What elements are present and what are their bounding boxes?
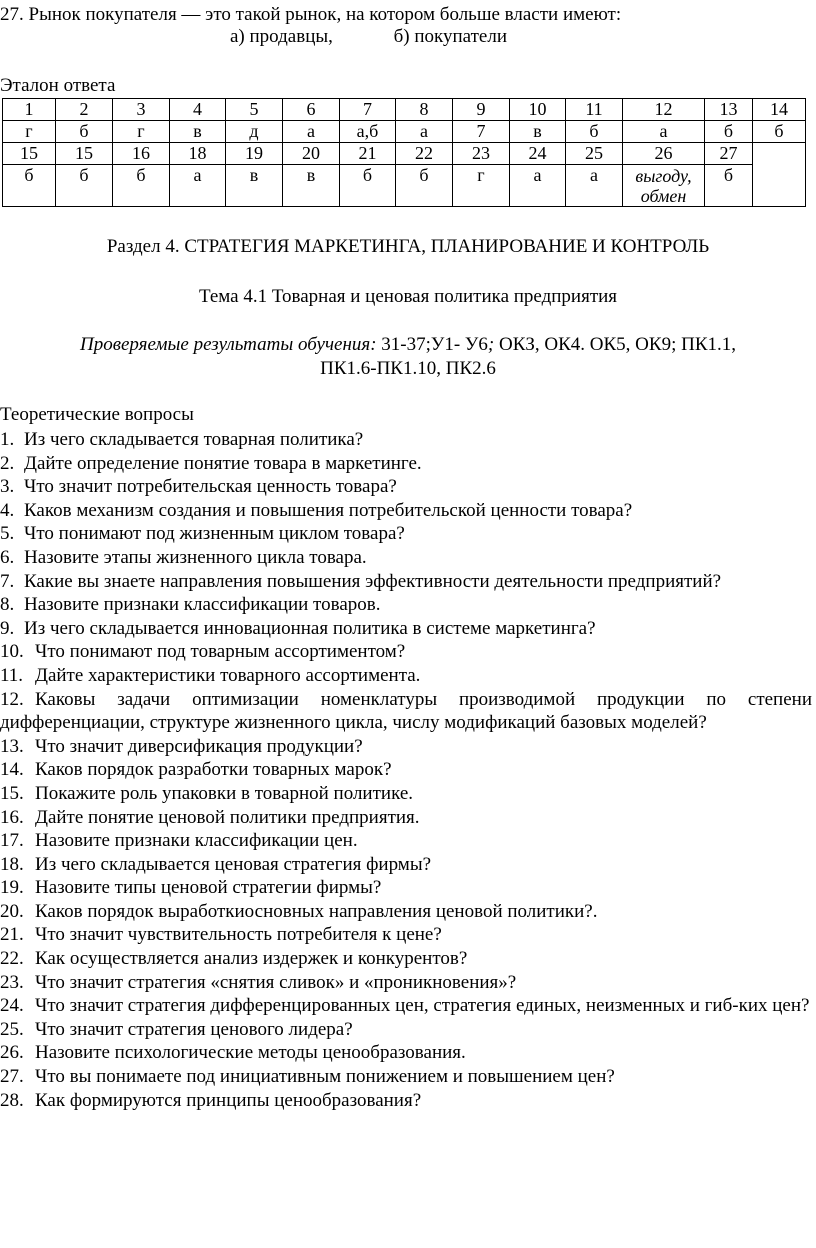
question-number: 27.: [0, 1066, 24, 1088]
table-cell: г: [453, 165, 510, 207]
table-cell: 19: [226, 143, 283, 165]
question-number: 12.: [0, 688, 24, 710]
table-cell: 7: [340, 99, 396, 121]
question-number: 9.: [0, 617, 15, 639]
table-cell: б: [56, 165, 113, 207]
table-cell: в: [226, 165, 283, 207]
table-cell: 8: [396, 99, 453, 121]
question-item: [0, 475, 812, 499]
question-number: 3.: [0, 476, 15, 498]
question-item: [0, 570, 812, 594]
question-number: 23.: [0, 971, 24, 993]
question-text: Как формируются принципы ценообразования?: [35, 1089, 422, 1111]
table-cell: г: [3, 121, 56, 143]
question-text: Что понимают под жизненным циклом товара?: [24, 523, 405, 545]
question-text: Что значит диверсификация продукции?: [35, 735, 363, 757]
question-text: Каковы задачи оптимизации номенклатуры производимой продукции по степени дифференциации, структуре жизненного цикла, числу модификаций базовых моделей?: [0, 688, 812, 734]
question-item: [0, 782, 812, 806]
table-cell: а: [396, 121, 453, 143]
question-number: 4.: [0, 499, 15, 521]
table-cell: 9: [453, 99, 510, 121]
learning-results-semicolon: ;: [487, 334, 495, 355]
question-item: [0, 923, 812, 947]
table-cell: б: [113, 165, 170, 207]
question-item: [0, 853, 812, 877]
table-cell: 12: [623, 99, 705, 121]
question-number: 16.: [0, 806, 24, 828]
table-cell: б: [705, 121, 753, 143]
question-text: Что значит стратегия дифференцированных цен, стратегия единых, неизменных и гиб-ких цен?: [35, 995, 810, 1017]
table-cell: д: [226, 121, 283, 143]
question-item: [0, 971, 812, 995]
question-item: [0, 994, 812, 1018]
table-cell: 18: [170, 143, 226, 165]
question-number: 6.: [0, 546, 15, 568]
question-item: [0, 1041, 812, 1065]
question-item: [0, 876, 812, 900]
table-cell: 15: [3, 143, 56, 165]
question-number: 28.: [0, 1089, 24, 1111]
question-number: 14.: [0, 759, 24, 781]
table-cell: 20: [283, 143, 340, 165]
table-cell: в: [510, 121, 566, 143]
question-text: Назовите признаки классификации товаров.: [24, 594, 381, 616]
learning-results-line-1: [0, 334, 816, 356]
table-cell: выгоду, обмен: [623, 165, 705, 207]
table-cell: б: [566, 121, 623, 143]
answer-key-title: Эталон ответа: [0, 75, 116, 96]
question-text: Какие вы знаете направления повышения эффективности деятельности предприятий?: [24, 570, 722, 592]
question-number: 21.: [0, 924, 24, 946]
question-item: [0, 806, 812, 830]
table-cell: б: [705, 165, 753, 207]
question-text: Каков порядок разработки товарных марок?: [35, 759, 392, 781]
question-item: [0, 617, 812, 641]
question-item: [0, 499, 812, 523]
question-number: 8.: [0, 594, 15, 616]
learning-results-codes-rest: ОКЗ, ОК4. ОК5, ОК9; ПК1.1,: [494, 334, 736, 355]
question-item: [0, 522, 812, 546]
table-cell: б: [56, 121, 113, 143]
question-number: 18.: [0, 853, 24, 875]
table-row-numbers-1: [3, 99, 806, 121]
question-text: Дайте понятие ценовой политики предприятия.: [35, 806, 420, 828]
table-cell: в: [170, 121, 226, 143]
table-cell: 26: [623, 143, 705, 165]
question-text: Из чего складывается товарная политика?: [24, 429, 364, 450]
answer-key-table: [2, 98, 806, 207]
question-number: 20.: [0, 900, 24, 922]
option-a: а) продавцы,: [230, 26, 333, 47]
table-cell: а,б: [340, 121, 396, 143]
table-cell: 23: [453, 143, 510, 165]
question-text: Из чего складывается ценовая стратегия фирмы?: [35, 853, 432, 875]
table-cell: а: [566, 165, 623, 207]
question-text: Из чего складывается инновационная политика в системе маркетинга?: [24, 617, 596, 639]
question-text: Назовите психологические методы ценообразования.: [35, 1042, 466, 1064]
table-cell: 16: [113, 143, 170, 165]
learning-results-label: Проверяемые результаты обучения:: [79, 334, 377, 355]
table-cell-empty: [753, 143, 806, 207]
question-number: 25.: [0, 1018, 24, 1040]
table-cell: 7: [453, 121, 510, 143]
option-b: б) покупатели: [393, 26, 508, 47]
question-text: Назовите типы ценовой стратегии фирмы?: [35, 877, 382, 899]
table-cell: а: [283, 121, 340, 143]
question-item: [0, 593, 812, 617]
table-cell: в: [283, 165, 340, 207]
question-item: [0, 900, 812, 924]
question-item: [0, 735, 812, 759]
question-number: 15.: [0, 782, 24, 804]
question-item: [0, 640, 812, 664]
question-number: 5.: [0, 523, 15, 545]
table-cell: б: [753, 121, 806, 143]
question-number: 24.: [0, 995, 24, 1017]
table-cell: б: [3, 165, 56, 207]
question-item: [0, 829, 812, 853]
question-text: Что значит чувствительность потребителя к цене?: [35, 924, 442, 946]
question-item: [0, 947, 812, 971]
question-number: 26.: [0, 1042, 24, 1064]
topic-title: Тема 4.1 Товарная и ценовая политика предприятия: [198, 286, 618, 307]
table-row-answers-1: [3, 121, 806, 143]
question-text: Что вы понимаете под инициативным понижением и повышением цен?: [35, 1066, 615, 1088]
table-cell: б: [340, 165, 396, 207]
question-number: 10.: [0, 641, 24, 663]
question-number: 19.: [0, 877, 24, 899]
table-cell: 2: [56, 99, 113, 121]
section-title: Раздел 4. СТРАТЕГИЯ МАРКЕТИНГА, ПЛАНИРОВАНИЕ И КОНТРОЛЬ: [106, 236, 710, 257]
table-cell: а: [510, 165, 566, 207]
question-text: Назовите этапы жизненного цикла товара.: [24, 546, 367, 568]
table-row-numbers-2: [3, 143, 806, 165]
table-cell: 10: [510, 99, 566, 121]
question-text: Каков порядок выработкиосновных направления ценовой политики?.: [35, 900, 598, 922]
question-number: 13.: [0, 735, 24, 757]
learning-results-line-2: ПК1.6-ПК1.10, ПК2.6: [320, 358, 496, 379]
question-item: [0, 546, 812, 570]
question-text: Назовите признаки классификации цен.: [35, 830, 358, 852]
table-cell: г: [113, 121, 170, 143]
question-item: [0, 428, 812, 452]
table-cell: 21: [340, 143, 396, 165]
question-number: 1.: [0, 429, 15, 450]
question-number: 11.: [0, 664, 24, 686]
question-text: Что значит потребительская ценность товара?: [24, 476, 397, 498]
question-text: Дайте определение понятие товара в маркетинге.: [24, 452, 422, 474]
table-cell: 6: [283, 99, 340, 121]
question-item: [0, 1065, 812, 1089]
table-cell: 3: [113, 99, 170, 121]
question-item: [0, 664, 812, 688]
table-cell: б: [396, 165, 453, 207]
question-number: 7.: [0, 570, 15, 592]
question-text: Каков механизм создания и повышения потребительской ценности товара?: [24, 499, 633, 521]
table-cell: а: [170, 165, 226, 207]
question-27-options: [230, 26, 507, 48]
table-cell: 5: [226, 99, 283, 121]
question-text: Что значит стратегия «снятия сливок» и «проникновения»?: [35, 971, 517, 993]
question-item: [0, 688, 812, 735]
question-item: [0, 758, 812, 782]
table-cell: 25: [566, 143, 623, 165]
table-cell: 24: [510, 143, 566, 165]
question-text: Покажите роль упаковки в товарной политике.: [35, 782, 414, 804]
table-cell: 15: [56, 143, 113, 165]
question-item: [0, 1018, 812, 1042]
questions-list: [0, 428, 812, 1112]
table-cell: 4: [170, 99, 226, 121]
question-number: 17.: [0, 830, 24, 852]
table-cell: 13: [705, 99, 753, 121]
learning-results-codes: 31-37;У1- У6: [376, 334, 488, 355]
question-text: Как осуществляется анализ издержек и конкурентов?: [35, 948, 468, 970]
table-cell: 14: [753, 99, 806, 121]
question-text: Что понимают под товарным ассортиментом?: [35, 641, 406, 663]
question-27-text: 27. Рынок покупателя — это такой рынок, на котором больше власти имеют:: [0, 4, 622, 25]
table-cell: а: [623, 121, 705, 143]
question-text: Что значит стратегия ценового лидера?: [35, 1018, 353, 1040]
question-item: [0, 452, 812, 476]
table-cell: 1: [3, 99, 56, 121]
table-cell: 11: [566, 99, 623, 121]
table-cell: 27: [705, 143, 753, 165]
question-number: 22.: [0, 948, 24, 970]
table-row-answers-2: [3, 165, 806, 207]
question-number: 2.: [0, 452, 15, 474]
table-cell: 22: [396, 143, 453, 165]
question-text: Дайте характеристики товарного ассортимента.: [35, 664, 421, 686]
question-item: [0, 1089, 812, 1113]
questions-heading: Теоретические вопросы: [0, 404, 194, 425]
